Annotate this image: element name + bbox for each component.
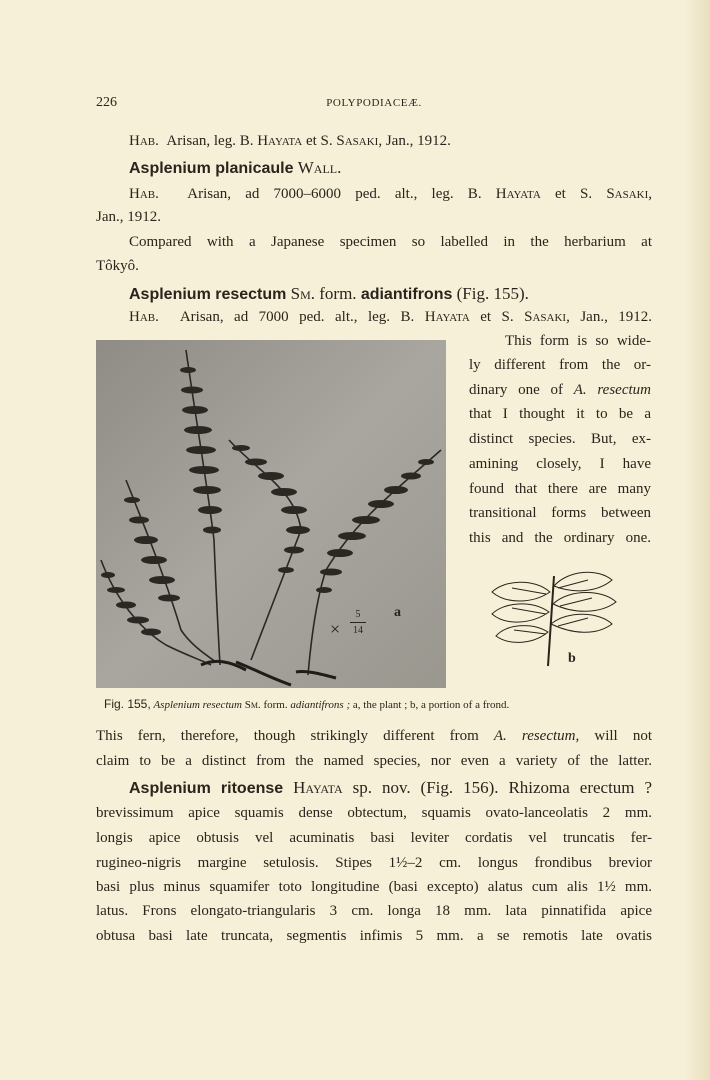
frond-portion-drawing bbox=[488, 566, 620, 670]
note2-line-8: transitional forms between bbox=[469, 505, 651, 521]
figure-scale-denominator: 14 bbox=[353, 625, 363, 636]
note2-line-4: that I thought it to be a bbox=[469, 406, 651, 422]
para-line-2: claim to be a distinct from the named species, nor even a variety of the latter. bbox=[96, 753, 652, 769]
habitat-line-2: Hab. Arisan, ad 7000–6000 ped. alt., leg. B. Hayata et S. Sasaki, bbox=[129, 186, 653, 202]
note2-line-5: distinct species. But, ex- bbox=[469, 431, 651, 447]
latin-line-2: longis apice obtusis vel acuminatis basi leviter cordatis vel truncatis fer- bbox=[96, 830, 652, 846]
species-heading-ritoense: Asplenium ritoense Hayata sp. nov. (Fig. 156). Rhizoma erectum ? bbox=[129, 778, 653, 797]
note2-line-6: amining closely, I have bbox=[469, 456, 651, 472]
note2-line-2: ly different from the or- bbox=[469, 357, 651, 373]
latin-line-1: brevissimum apice squamis dense obtectum, squamis ovato-lanceolatis 2 mm. bbox=[96, 805, 652, 821]
figure-scale-times: × bbox=[330, 619, 341, 639]
note2-line-1: This form is so wide- bbox=[505, 333, 651, 349]
running-head: POLYPODIACEÆ. bbox=[326, 97, 422, 109]
species-heading-resectum: Asplenium resectum Sm. form. adiantifrons (Fig. 155). bbox=[129, 284, 529, 303]
page-header bbox=[96, 95, 652, 113]
habitat-line-2-cont: Jan., 1912. bbox=[96, 209, 161, 225]
note-line-1: Compared with a Japanese specimen so labelled in the herbarium at bbox=[129, 234, 652, 250]
page-number: 226 bbox=[96, 95, 117, 110]
latin-line-4: basi plus minus squamifer toto longitudine (basi excepto) alatus cum alis 1½ mm. bbox=[96, 879, 652, 895]
fern-photograph bbox=[96, 340, 446, 688]
note2-line-9: this and the ordinary one. bbox=[469, 530, 651, 546]
figure-caption: Fig. 155, Asplenium resectum Sm. form. adiantifrons ; a, the plant ; b, a portion of a frond. bbox=[104, 697, 510, 711]
habitat-line-3: Hab. Arisan, ad 7000 ped. alt., leg. B. Hayata et S. Sasaki, Jan., 1912. bbox=[129, 309, 653, 325]
habitat-line-1: Hab. Arisan, leg. B. Hayata et S. Sasaki, Jan., 1912. bbox=[129, 133, 451, 149]
species-heading-planicaule: Asplenium planicaule Wall. bbox=[129, 158, 342, 177]
latin-line-5: latus. Frons elongato-triangularis 3 cm. longa 18 mm. lata pinnatifida apice bbox=[96, 903, 652, 919]
figure-mark-a: a bbox=[394, 605, 401, 620]
para-line-1: This fern, therefore, though strikingly different from A. resectum, will not bbox=[96, 728, 652, 744]
figure-scale-numerator: 5 bbox=[350, 608, 366, 623]
latin-line-3: rugineo-nigris margine setulosis. Stipes 1½–2 cm. longus frondibus brevior bbox=[96, 855, 652, 871]
note-line-2: Tôkyô. bbox=[96, 258, 139, 274]
figure-mark-b: b bbox=[568, 651, 576, 666]
note2-line-3: dinary one of A. resectum bbox=[469, 382, 651, 398]
latin-line-6: obtusa basi late truncata, segmentis infimis 5 mm. a se remotis late ovatis bbox=[96, 928, 652, 944]
note2-line-7: found that there are many bbox=[469, 481, 651, 497]
